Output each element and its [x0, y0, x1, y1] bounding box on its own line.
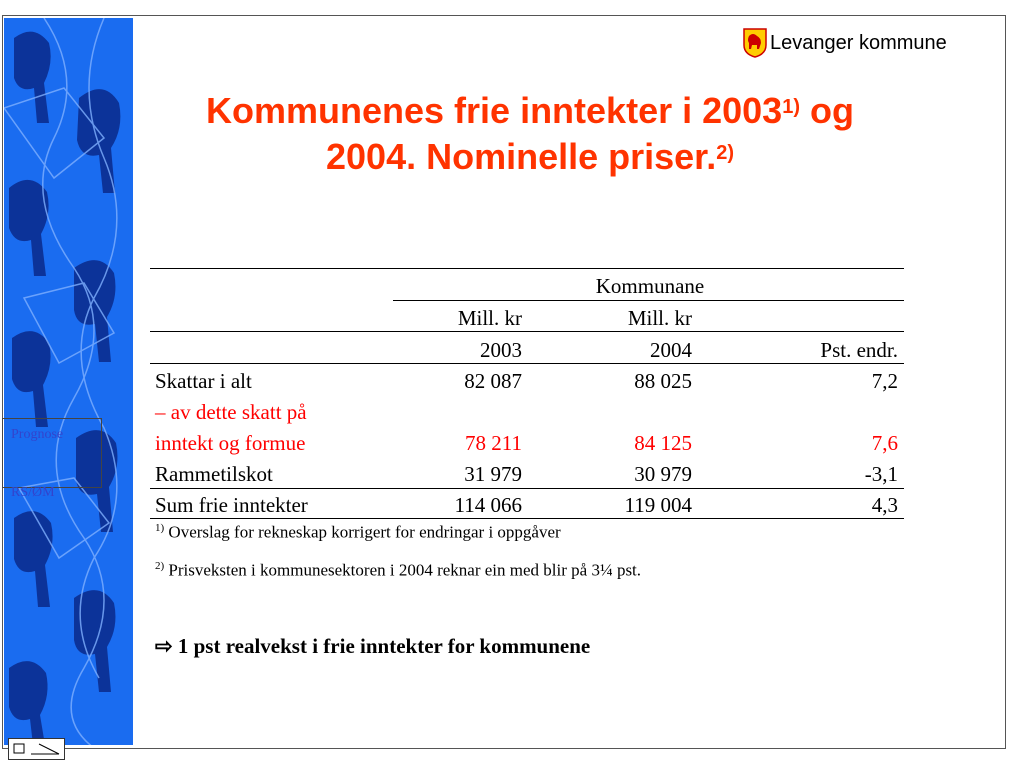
pen-icon — [9, 739, 64, 759]
row-label-skattar: Skattar i alt — [155, 369, 252, 393]
decorative-sidebar — [4, 18, 133, 745]
title-footnote-2: 2) — [716, 142, 734, 164]
pct-change-header: Pst. endr. — [820, 338, 898, 362]
table-bottom-rule — [150, 518, 904, 519]
table-cell: 114 066 — [454, 493, 522, 517]
year-2003: 2003 — [480, 338, 522, 362]
table-cell: 88 025 — [634, 369, 692, 393]
slide-title — [150, 88, 910, 180]
lion-crest-icon — [743, 28, 767, 58]
nav-item-rs[interactable]: RS/ØM — [11, 485, 55, 500]
slide-nav-icon[interactable] — [8, 738, 65, 760]
footnote-text: Overslag for rekneskap korrigert for endringar i oppgåver — [168, 522, 561, 542]
conclusion-text: 1 pst realvekst i frie inntekter for kommunene — [177, 634, 591, 658]
table-group-header: Kommunane — [595, 274, 705, 298]
row-label-rammetilskot: Rammetilskot — [155, 462, 273, 486]
table-cell: 30 979 — [634, 462, 692, 486]
footnote-mark: 2) — [155, 560, 165, 572]
table-sum-rule — [150, 488, 904, 489]
table-cell: 82 087 — [464, 369, 522, 393]
table-unit-rule — [150, 331, 904, 332]
table-cell: -3,1 — [864, 462, 898, 486]
row-label-sum: Sum frie inntekter — [155, 493, 308, 517]
nav-box[interactable] — [2, 418, 102, 500]
unit-2004: Mill. kr — [627, 306, 692, 330]
year-2004: 2004 — [650, 338, 692, 362]
org-logo — [743, 28, 947, 58]
footnote-text: Prisveksten i kommunesektoren i 2004 reknar ein med blir på 3¼ pst. — [168, 560, 642, 580]
table-cell: 4,3 — [871, 493, 898, 517]
conclusion — [155, 634, 590, 659]
table-cell: 7,6 — [871, 431, 898, 455]
table-group-rule — [393, 300, 904, 301]
row-label-inntektsskatt-1: – av dette skatt på — [155, 400, 307, 424]
title-line1-tail: og — [800, 90, 854, 131]
table-cell: 7,2 — [871, 369, 898, 393]
title-line1: Kommunenes frie inntekter i 2003 — [206, 90, 783, 131]
table-top-rule — [150, 268, 904, 269]
title-line2: 2004. Nominelle priser. — [326, 136, 717, 177]
table-cell: 119 004 — [624, 493, 692, 517]
table-cell: 84 125 — [634, 431, 692, 455]
title-footnote-1: 1) — [782, 96, 800, 118]
footnote-mark: 1) — [155, 522, 165, 534]
org-name: Levanger kommune — [770, 31, 947, 54]
nav-item-prognose[interactable]: Prognose — [11, 427, 64, 442]
footnote-1 — [155, 522, 561, 543]
table-cell: 78 211 — [465, 431, 522, 455]
table-cell: 31 979 — [464, 462, 522, 486]
table-header-rule — [150, 363, 904, 364]
horse-pattern — [4, 18, 133, 745]
row-label-inntektsskatt-2: inntekt og formue — [155, 431, 306, 455]
footnote-2 — [155, 560, 641, 581]
arrow-right-icon: ⇨ — [155, 634, 173, 658]
unit-2003: Mill. kr — [457, 306, 522, 330]
